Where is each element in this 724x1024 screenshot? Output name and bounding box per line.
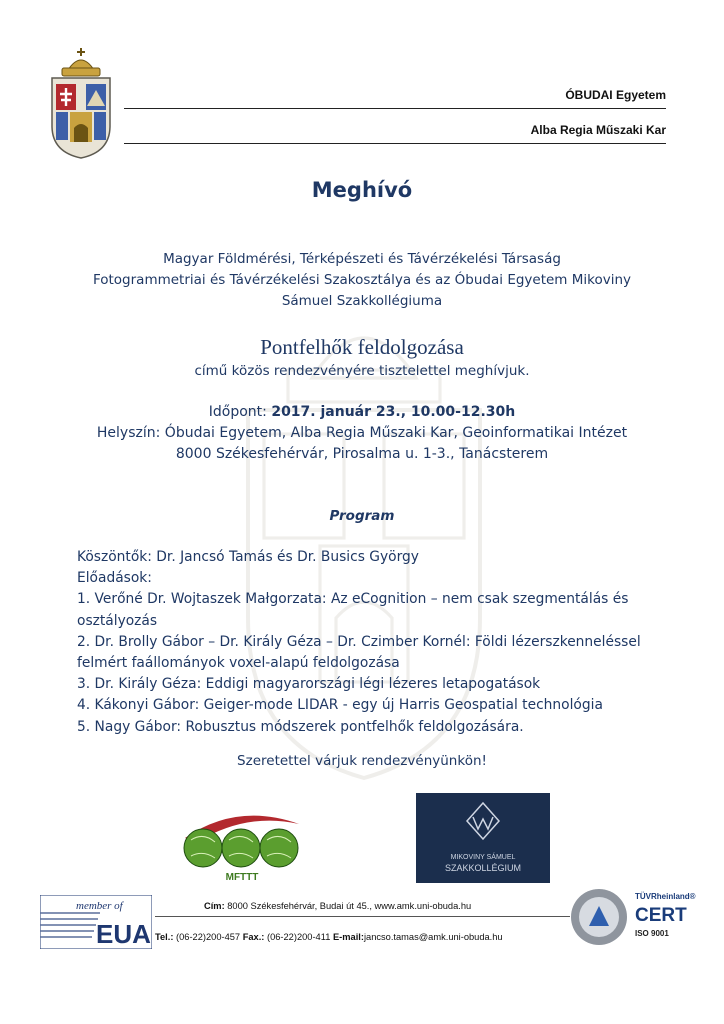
program-line: Előadások: xyxy=(77,570,152,587)
faculty-name: Alba Regia Műszaki Kar xyxy=(530,123,666,137)
organizer-line: Magyar Földmérési, Térképészeti és Távérzékelési Társaság xyxy=(163,251,561,267)
mikoviny-line1: MIKOVINY SÁMUEL xyxy=(450,854,516,861)
time-label: Időpont: xyxy=(208,404,272,420)
closing-text: Szeretettel várjuk rendezvényünkön! xyxy=(237,753,487,769)
invite-text: című közös rendezvényére tisztelettel meghívjuk. xyxy=(194,363,530,379)
fax-label: Fax.: xyxy=(242,932,265,942)
footer-address xyxy=(204,901,471,911)
page-title: Meghívó xyxy=(311,178,413,202)
program-line: 4. Kákonyi Gábor: Geiger-mode LIDAR - egy új Harris Geospatial technológia xyxy=(77,697,603,714)
tuv-brand: TÜVRheinland® xyxy=(635,892,696,901)
eua-logo xyxy=(40,895,152,949)
program-line: 3. Dr. Király Géza: Eddigi magyarországi légi lézeres letapogatások xyxy=(77,676,541,693)
fax-value: (06-22)200-411 xyxy=(264,932,333,942)
program-line: 1. Verőné Dr. Wojtaszek Małgorzata: Az eCognition – nem csak szegmentálás és xyxy=(77,591,629,608)
program-heading: Program xyxy=(329,508,395,524)
place-address: 8000 Székesfehérvár, Pirosalma u. 1-3., Tanácsterem xyxy=(175,446,549,462)
mfttt-logo xyxy=(177,808,307,884)
address-label: Cím: xyxy=(204,901,225,911)
tel-label: Tel.: xyxy=(155,932,174,942)
program-line: Köszöntők: Dr. Jancsó Tamás és Dr. Busics György xyxy=(77,549,419,565)
program-list xyxy=(77,547,667,738)
event-title: Pontfelhők feldolgozása xyxy=(260,335,464,359)
eua-text: EUA xyxy=(96,919,151,949)
mfttt-label: MFTTT xyxy=(225,872,259,883)
program-line: 2. Dr. Brolly Gábor – Dr. Király Géza – Dr. Czimber Kornél: Földi lézerszkenneléssel xyxy=(77,633,641,650)
time-value: 2017. január 23., 10.00-12.30h xyxy=(271,404,516,420)
time-line xyxy=(60,402,664,423)
university-crest-logo xyxy=(48,48,114,160)
footer-divider xyxy=(155,916,570,917)
header-divider-2 xyxy=(124,143,666,144)
email-value: jancso.tamas@amk.uni-obuda.hu xyxy=(363,932,503,942)
program-line: felmért faállományok voxel-alapú feldolgozása xyxy=(77,655,400,672)
cert-text: CERT xyxy=(635,905,687,926)
iso-text: ISO 9001 xyxy=(635,929,669,938)
address-value: 8000 Székesfehérvár, Budai út 45., www.amk.uni-obuda.hu xyxy=(224,901,472,911)
mikoviny-line2: SZAKKOLLÉGIUM xyxy=(444,863,522,873)
place-line: Helyszín: Óbudai Egyetem, Alba Regia Műszaki Kar, Geoinformatikai Intézet xyxy=(96,425,628,441)
event-details xyxy=(60,402,664,465)
eua-member-text: member of xyxy=(76,900,123,912)
organizers-block xyxy=(60,249,664,312)
program-line: osztályozás xyxy=(77,612,158,629)
header-divider xyxy=(124,108,666,109)
organizer-line: Sámuel Szakkollégiuma xyxy=(281,293,443,309)
organizer-line: Fotogrammetriai és Távérzékelési Szakosztálya és az Óbudai Egyetem Mikoviny xyxy=(92,272,632,288)
email-label: E-mail: xyxy=(332,932,364,942)
tel-value: (06-22)200-457 xyxy=(173,932,243,942)
tuv-cert-logo xyxy=(571,886,701,948)
university-name: ÓBUDAI Egyetem xyxy=(565,88,666,102)
mikoviny-logo xyxy=(416,793,550,883)
program-line: 5. Nagy Gábor: Robusztus módszerek pontfelhők feldolgozására. xyxy=(77,718,524,735)
footer-contact xyxy=(155,932,503,942)
mikoviny-emblem xyxy=(416,793,550,883)
